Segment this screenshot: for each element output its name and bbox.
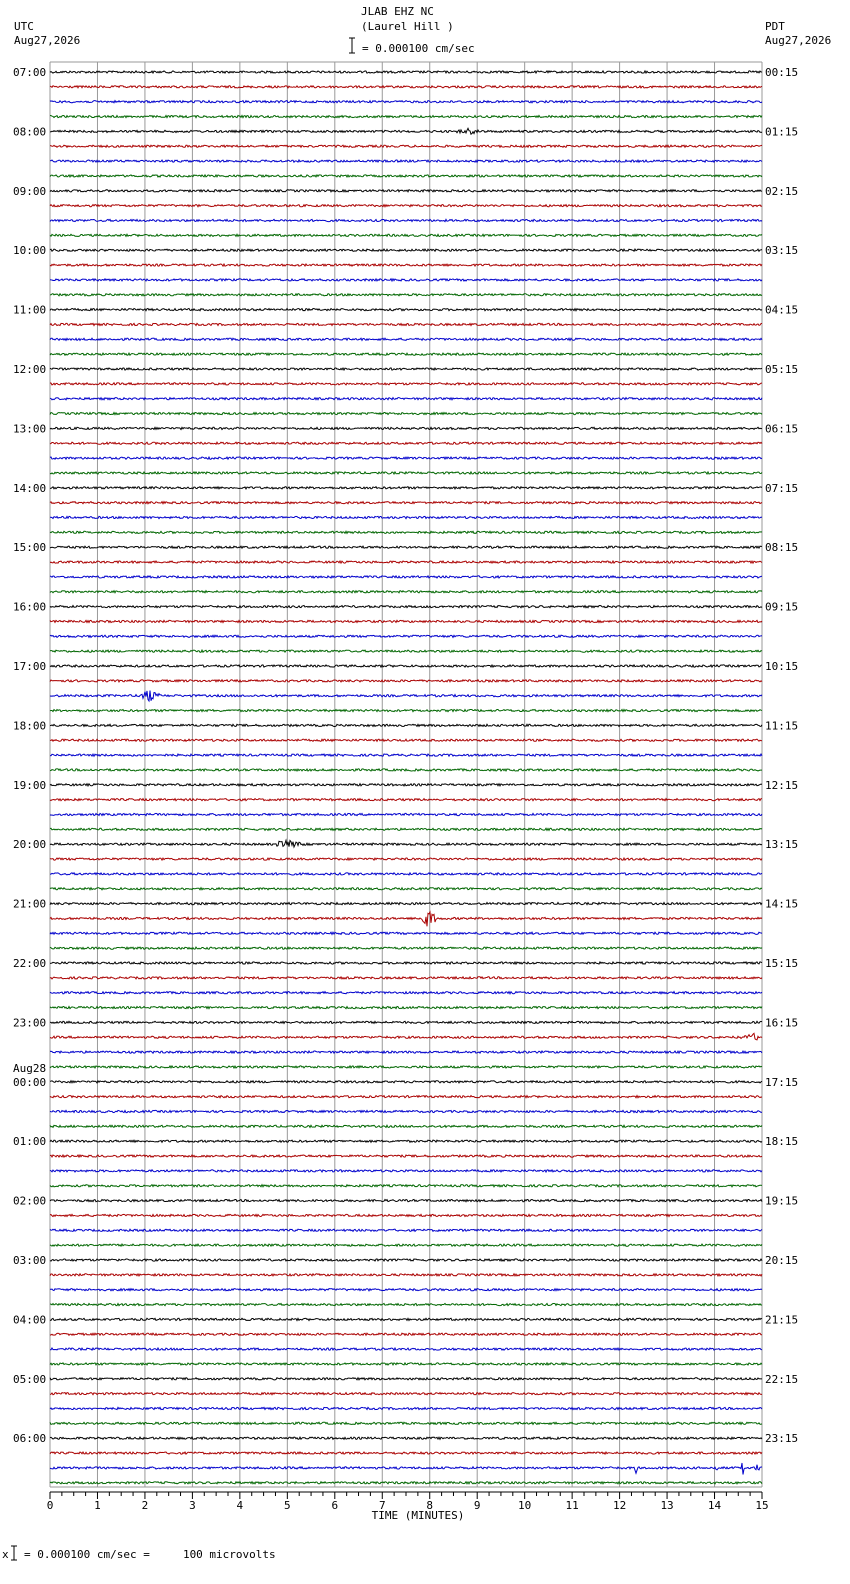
trace-27: [50, 472, 762, 474]
x-tick-label: 7: [378, 1499, 386, 1512]
trace-38: [50, 635, 762, 637]
left-hour-label: 00:00: [13, 1075, 47, 1089]
right-hour-label: 19:15: [765, 1194, 799, 1208]
left-hour-label: 02:00: [13, 1194, 47, 1208]
trace-94: [50, 1463, 762, 1475]
trace-32: [50, 546, 762, 548]
trace-75: [50, 1185, 762, 1187]
trace-74: [50, 1170, 762, 1172]
left-hour-label: 03:00: [13, 1254, 47, 1267]
trace-82: [50, 1289, 762, 1291]
right-hour-label: 02:15: [765, 184, 799, 198]
x-tick-label: 14: [707, 1499, 722, 1512]
trace-23: [50, 413, 762, 415]
trace-26: [50, 457, 762, 459]
footer-scale-text: = 0.000100 cm/sec = 100 microvolts: [24, 1548, 276, 1561]
station-title: JLAB EHZ NC: [361, 5, 434, 18]
trace-17: [50, 323, 762, 325]
left-hour-label: 09:00: [13, 184, 47, 198]
right-hour-label: 16:15: [765, 1016, 799, 1030]
trace-20: [50, 368, 762, 370]
trace-48: [50, 784, 762, 786]
right-hour-label: 23:15: [765, 1432, 799, 1446]
scale-bar-icon: [349, 38, 355, 53]
right-hour-label: 04:15: [765, 303, 799, 317]
left-hour-label: 18:00: [13, 719, 47, 733]
right-hour-label: 00:15: [765, 66, 799, 79]
trace-35: [50, 591, 762, 593]
trace-9: [50, 205, 762, 207]
trace-61: [50, 977, 762, 979]
trace-79: [50, 1244, 762, 1246]
right-hour-label: 06:15: [765, 422, 799, 436]
trace-69: [50, 1096, 762, 1098]
trace-1: [50, 86, 762, 88]
trace-70: [50, 1110, 762, 1112]
trace-12: [50, 249, 762, 251]
footer-marker: x: [2, 1548, 9, 1561]
left-hour-label: 23:00: [13, 1016, 47, 1030]
left-hour-label: 05:00: [13, 1372, 47, 1386]
trace-86: [50, 1348, 762, 1350]
trace-19: [50, 353, 762, 355]
x-tick-label: 1: [94, 1499, 101, 1512]
right-hour-label: 03:15: [765, 244, 799, 258]
trace-45: [50, 739, 762, 741]
right-hour-labels: [765, 66, 798, 1445]
left-hour-label: 21:00: [13, 897, 47, 911]
left-hour-label: 07:00: [13, 66, 47, 79]
trace-55: [50, 888, 762, 890]
x-tick-label: 4: [236, 1499, 244, 1512]
x-tick-label: 9: [473, 1499, 481, 1512]
trace-91: [50, 1422, 762, 1424]
x-axis-label: TIME (MINUTES): [371, 1509, 465, 1522]
trace-40: [50, 665, 762, 667]
date-change-label: Aug28: [13, 1061, 47, 1075]
trace-66: [50, 1051, 762, 1053]
scale-text: = 0.000100 cm/sec: [362, 42, 475, 55]
right-timezone: PDT: [765, 20, 785, 33]
trace-7: [50, 175, 762, 177]
left-hour-labels: [13, 66, 46, 1445]
trace-8: [50, 190, 762, 192]
trace-59: [50, 947, 762, 949]
trace-24: [50, 427, 762, 429]
trace-76: [50, 1200, 762, 1202]
trace-2: [50, 101, 762, 103]
trace-36: [50, 606, 762, 608]
left-hour-label: 15:00: [13, 541, 47, 555]
trace-56: [50, 903, 762, 905]
trace-68: [50, 1081, 762, 1083]
grid-lines: [50, 62, 762, 1487]
right-hour-label: 15:15: [765, 957, 799, 970]
trace-6: [50, 160, 762, 162]
right-hour-label: 07:15: [765, 481, 799, 495]
trace-4: [50, 128, 762, 134]
left-hour-label: 16:00: [13, 600, 47, 614]
right-hour-label: 17:15: [765, 1075, 799, 1089]
right-hour-label: 09:15: [765, 600, 799, 614]
x-tick-label: 3: [189, 1499, 196, 1512]
trace-57: [50, 912, 762, 926]
trace-65: [50, 1033, 762, 1040]
right-hour-label: 10:15: [765, 660, 799, 673]
trace-47: [50, 769, 762, 771]
trace-31: [50, 531, 762, 533]
trace-46: [50, 754, 762, 756]
trace-21: [50, 383, 762, 385]
trace-64: [50, 1021, 762, 1023]
left-hour-label: 10:00: [13, 244, 47, 258]
trace-14: [50, 279, 762, 281]
left-hour-label: 12:00: [13, 363, 47, 376]
x-tick-label: 10: [518, 1499, 532, 1512]
right-hour-label: 21:15: [765, 1313, 799, 1327]
trace-95: [50, 1482, 762, 1484]
trace-52: [50, 840, 762, 847]
right-hour-label: 01:15: [765, 125, 799, 139]
trace-33: [50, 561, 762, 563]
trace-54: [50, 873, 762, 875]
trace-18: [50, 338, 762, 340]
trace-92: [50, 1437, 762, 1439]
right-date: Aug27,2026: [765, 34, 832, 47]
trace-16: [50, 309, 762, 311]
left-hour-label: 01:00: [13, 1135, 47, 1149]
trace-42: [50, 691, 762, 701]
right-hour-label: 08:15: [765, 541, 799, 555]
station-subtitle: (Laurel Hill ): [361, 20, 454, 33]
left-hour-label: 14:00: [13, 481, 47, 495]
trace-29: [50, 502, 762, 504]
left-hour-label: 17:00: [13, 660, 47, 673]
right-hour-label: 22:15: [765, 1372, 799, 1386]
trace-80: [50, 1259, 762, 1261]
trace-3: [50, 116, 762, 118]
x-tick-label: 0: [46, 1499, 54, 1512]
trace-39: [50, 650, 762, 652]
right-hour-label: 14:15: [765, 897, 799, 911]
trace-77: [50, 1214, 762, 1216]
trace-44: [50, 724, 762, 726]
left-hour-label: 13:00: [13, 422, 47, 436]
trace-93: [50, 1452, 762, 1454]
trace-90: [50, 1407, 762, 1409]
trace-50: [50, 813, 762, 815]
trace-58: [50, 932, 762, 934]
right-hour-label: 11:15: [765, 719, 799, 733]
trace-73: [50, 1155, 762, 1157]
trace-78: [50, 1229, 762, 1231]
x-tick-label: 13: [660, 1499, 674, 1512]
trace-88: [50, 1378, 762, 1380]
x-tick-label: 5: [284, 1499, 291, 1512]
footer-scale-bar-icon: [11, 1546, 17, 1560]
trace-34: [50, 576, 762, 578]
trace-71: [50, 1125, 762, 1127]
x-tick-label: 8: [426, 1499, 434, 1512]
trace-85: [50, 1333, 762, 1335]
right-hour-label: 20:15: [765, 1254, 799, 1267]
left-date: Aug27,2026: [14, 34, 81, 47]
trace-63: [50, 1007, 762, 1009]
trace-60: [50, 962, 762, 964]
x-tick-label: 11: [565, 1499, 579, 1512]
x-tick-label: 15: [755, 1499, 769, 1512]
trace-43: [50, 710, 762, 712]
right-hour-label: 12:15: [765, 778, 799, 792]
right-hour-label: 18:15: [765, 1135, 799, 1149]
trace-37: [50, 620, 762, 622]
trace-89: [50, 1393, 762, 1395]
trace-49: [50, 799, 762, 801]
traces: [50, 71, 762, 1484]
left-hour-label: 11:00: [13, 303, 47, 317]
trace-22: [50, 398, 762, 400]
trace-11: [50, 234, 762, 236]
right-hour-label: 13:15: [765, 838, 799, 852]
left-hour-label: 06:00: [13, 1432, 47, 1446]
right-hour-label: 05:15: [765, 363, 799, 376]
trace-13: [50, 264, 762, 266]
trace-51: [50, 828, 762, 830]
trace-28: [50, 487, 762, 489]
trace-67: [50, 1066, 762, 1068]
trace-5: [50, 145, 762, 147]
left-hour-label: 20:00: [13, 838, 47, 852]
left-hour-label: 04:00: [13, 1313, 47, 1327]
trace-25: [50, 442, 762, 444]
trace-87: [50, 1363, 762, 1365]
trace-10: [50, 219, 762, 221]
left-hour-label: 08:00: [13, 125, 47, 139]
trace-84: [50, 1318, 762, 1320]
trace-72: [50, 1140, 762, 1142]
trace-81: [50, 1274, 762, 1276]
left-hour-label: 19:00: [13, 778, 47, 792]
trace-41: [50, 680, 762, 682]
trace-62: [50, 992, 762, 994]
left-timezone: UTC: [14, 20, 34, 33]
trace-53: [50, 858, 762, 860]
x-tick-label: 6: [331, 1499, 339, 1512]
trace-0: [50, 71, 762, 73]
x-tick-label: 12: [612, 1499, 627, 1512]
trace-15: [50, 294, 762, 296]
left-hour-label: 22:00: [13, 957, 47, 970]
trace-83: [50, 1304, 762, 1306]
trace-30: [50, 516, 762, 518]
x-tick-label: 2: [141, 1499, 149, 1512]
